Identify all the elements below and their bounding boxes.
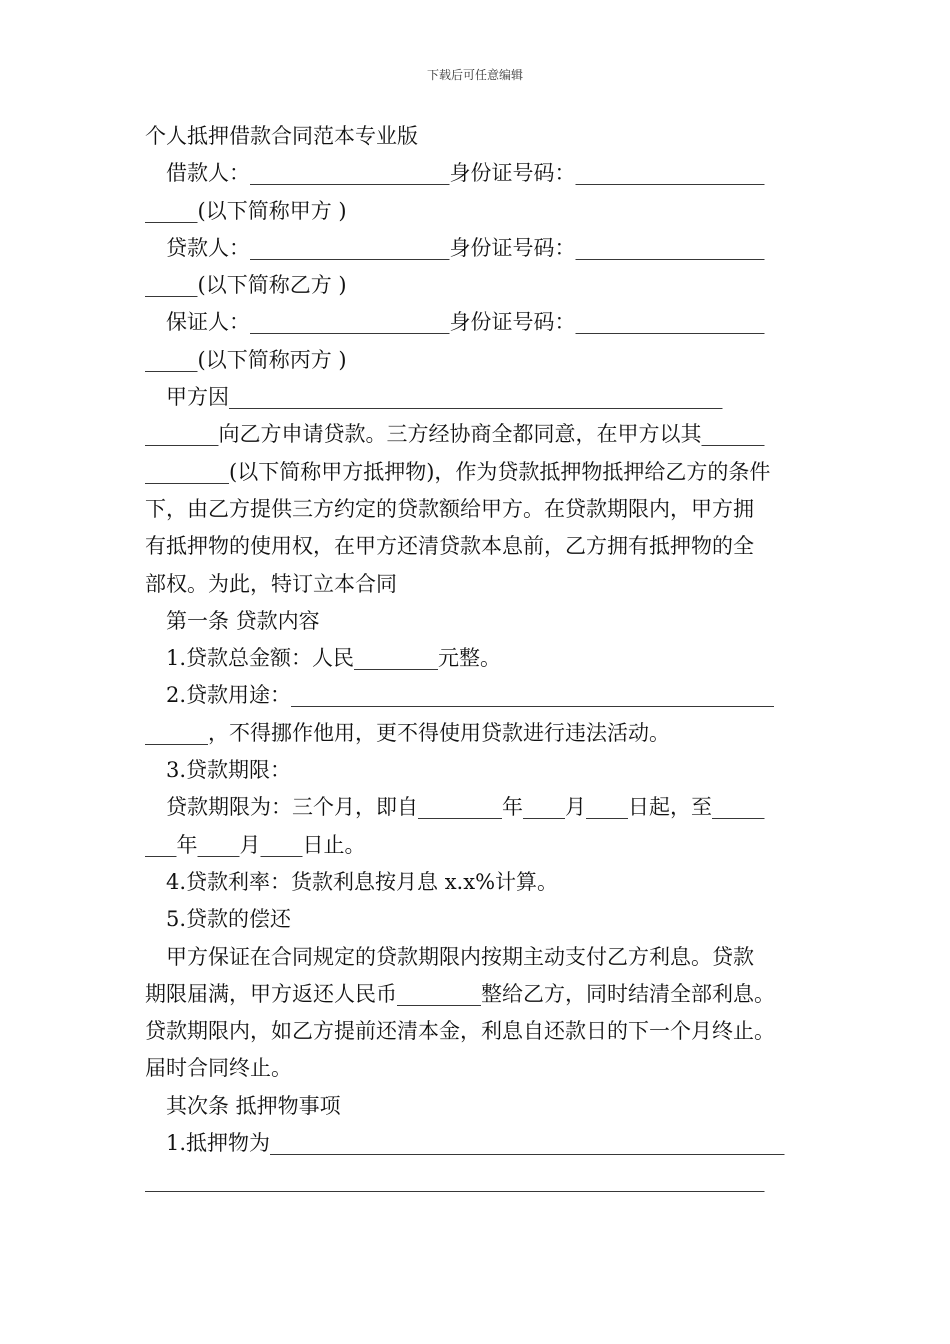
clause-line: ______，不得挪作他用，更不得使用贷款进行违法活动。	[145, 720, 670, 745]
party-c-note: _____(以下简称丙方 )	[145, 347, 347, 372]
clause-line: 3.贷款期限：	[166, 758, 292, 783]
clause-line: 2.贷款用途：______________________________________________	[166, 683, 775, 708]
paragraph-line: 期限届满，甲方返还人民币________整给乙方，同时结清全部利息。	[145, 981, 775, 1006]
paragraph-line: 有抵押物的使用权，在甲方还清贷款本息前，乙方拥有抵押物的全	[145, 534, 754, 559]
clause-line: 1.贷款总金额：人民________元整。	[166, 646, 502, 671]
party-a-note: _____(以下简称甲方 )	[145, 198, 347, 223]
paragraph-line: 届时合同终止。	[145, 1056, 292, 1081]
paragraph-line: _______向乙方申请贷款。三方经协商全都同意，在甲方以其______	[145, 422, 765, 447]
paragraph-line: 甲方因_______________________________________________	[166, 385, 723, 410]
guarantor-line: 保证人：___________________身份证号码：__________________	[166, 310, 765, 335]
clause-line: 5.贷款的偿还	[166, 907, 292, 932]
paragraph-line: 部权。为此，特订立本合同	[145, 571, 397, 596]
clause-line: 4.贷款利率：货款利息按月息 x.x%计算。	[166, 869, 559, 894]
clause-line: 1.抵押物为_________________________________________________	[166, 1131, 785, 1156]
clause-line: 贷款期限为：三个月，即自________年____月____日起，至_____	[166, 795, 765, 820]
borrower-line: 借款人：___________________身份证号码：__________________	[166, 161, 765, 186]
clause-line: ___年____月____日止。	[145, 832, 366, 857]
lender-line: 贷款人：___________________身份证号码：__________________	[166, 235, 765, 260]
party-b-note: _____(以下简称乙方 )	[145, 273, 347, 298]
section-heading: 第一条 贷款内容	[166, 608, 320, 633]
paragraph-line: 下，由乙方提供三方约定的贷款额给甲方。在贷款期限内，甲方拥	[145, 496, 754, 521]
paragraph-line: ________(以下简称甲方抵押物)，作为贷款抵押物抵押给乙方的条件	[145, 459, 771, 484]
document-title: 个人抵押借款合同范本专业版	[145, 124, 418, 148]
clause-line: ___________________________________________________________	[145, 1168, 765, 1193]
section-heading: 其次条 抵押物事项	[166, 1093, 341, 1118]
paragraph-line: 贷款期限内，如乙方提前还清本金，利息自还款日的下一个月终止。	[145, 1019, 775, 1044]
page-header-note: 下载后可任意编辑	[426, 68, 523, 82]
paragraph-line: 甲方保证在合同规定的贷款期限内按期主动支付乙方利息。贷款	[166, 944, 754, 969]
document-body	[145, 118, 810, 1200]
